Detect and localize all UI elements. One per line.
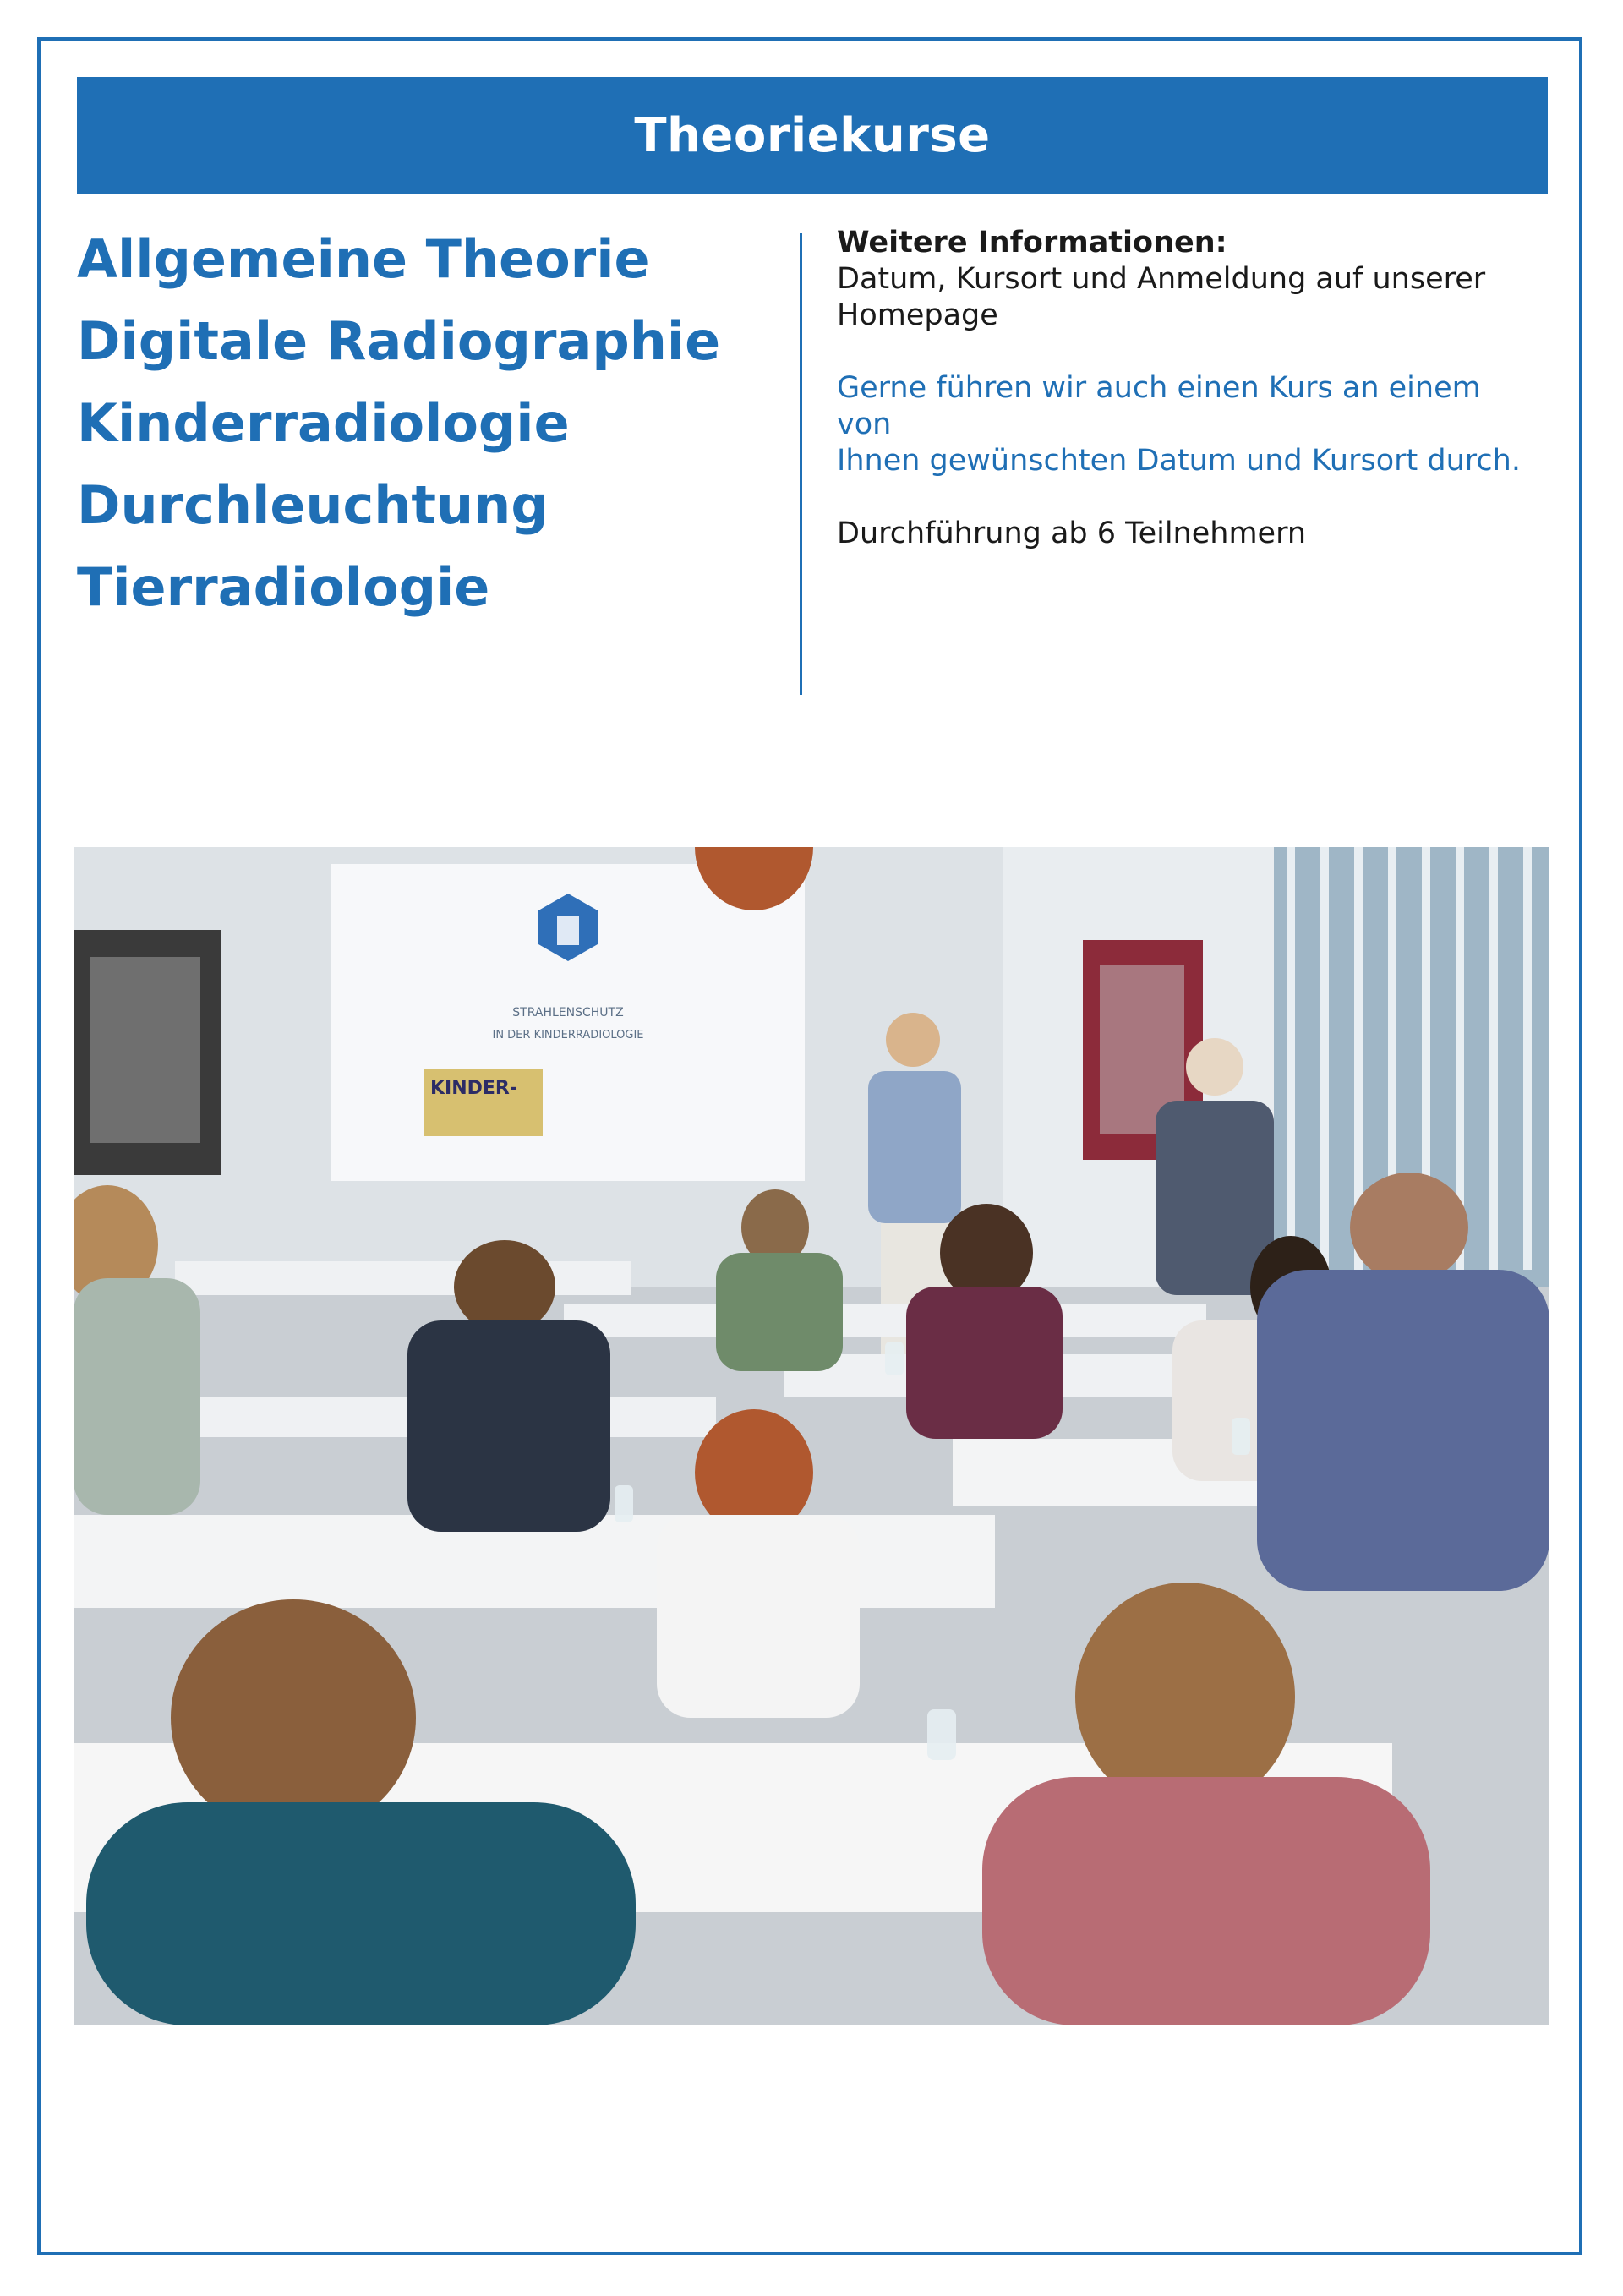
info-custom-course [837, 370, 1530, 479]
slide-title-line-1: STRAHLENSCHUTZ [512, 1006, 624, 1020]
course-list [77, 218, 720, 628]
course-item-kinderradiologie: Kinderradiologie [77, 392, 570, 454]
info-block [837, 225, 1530, 552]
slide-title-line-2: IN DER KINDERRADIOLOGIE [492, 1029, 644, 1041]
header-bar [77, 77, 1548, 194]
course-item-durchleuchtung: Durchleuchtung [77, 474, 549, 536]
info-line-1: Datum, Kursort und Anmeldung auf unserer [837, 262, 1486, 296]
page-title: Theoriekurse [634, 107, 991, 163]
classroom-photo [74, 847, 1549, 2025]
info-minimum-participants: Durchführung ab 6 Teilnehmern [837, 517, 1307, 550]
course-item-digitale-radiographie: Digitale Radiographie [77, 310, 721, 372]
course-item-allgemeine-theorie: Allgemeine Theorie [77, 228, 650, 290]
info-line-2: Homepage [837, 298, 998, 332]
vertical-divider [800, 233, 802, 695]
info-heading: Weitere Informationen: [837, 226, 1227, 260]
slide-logo-text: KINDER- [430, 1078, 518, 1099]
info-custom-line-1: Gerne führen wir auch einen Kurs an einem von [837, 371, 1481, 441]
course-item-tierradiologie: Tierradiologie [77, 556, 490, 618]
info-custom-line-2: Ihnen gewünschten Datum und Kursort durch. [837, 444, 1521, 478]
